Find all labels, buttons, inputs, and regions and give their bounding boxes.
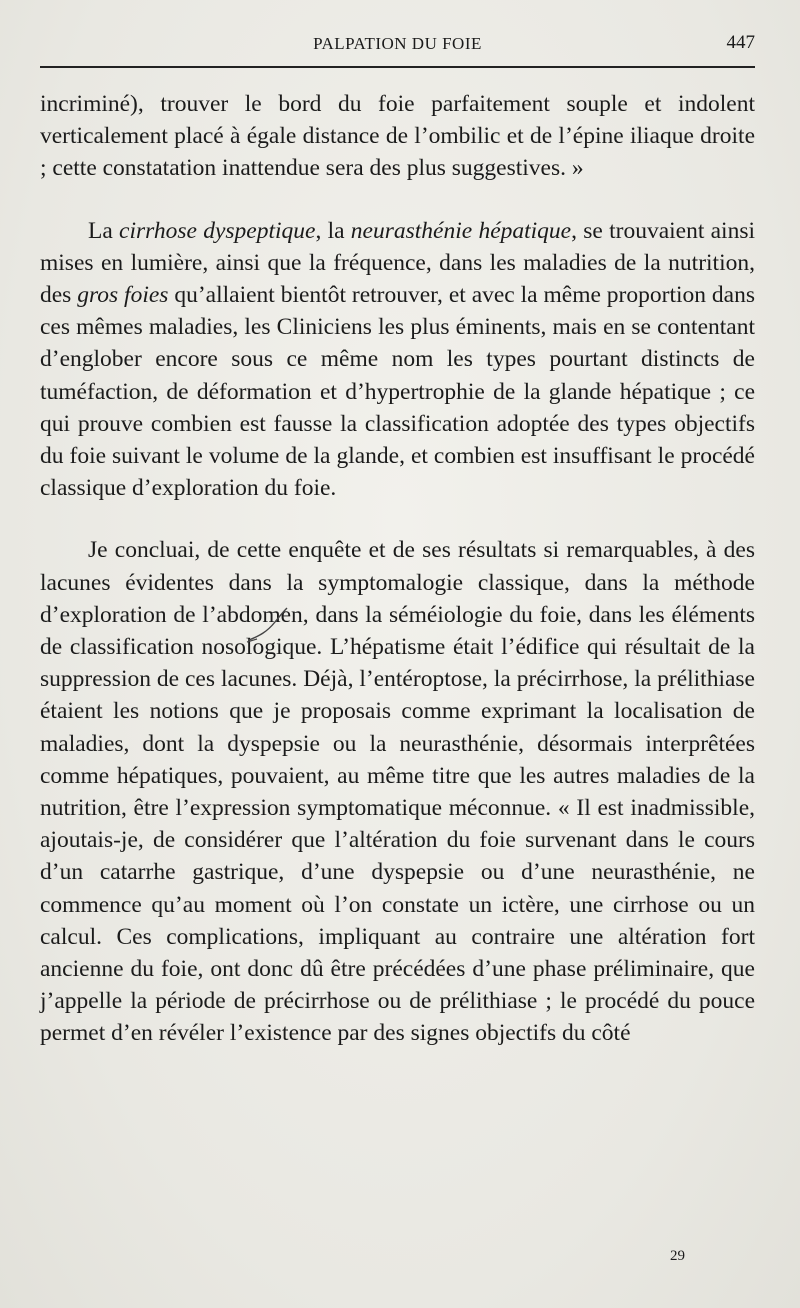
paragraph-1-text: incriminé), trouver le bord du foie parfaitement souple et indolent verticalement placé à égale distance de l’ombilic et de l’épine iliaque droite ; cette constatation inattendue sera des plus suggestives. » <box>40 91 755 182</box>
paragraph-3-text: Je concluai, de cette enquête et de ses résultats si remarquables, à des lacunes évidentes dans la symptomalogie classique, dans la méthode d’exploration de l’abdomen, dans la séméiologie du foie, dans les éléments de classification nosologique. L’hépatisme était l’édifice qui résultait de la suppression de ces lacunes. Déjà, l’entéroptose, la précirrhose, la prélithiase étaient les notions que je proposais comme exprimant la localisation de maladies, dont la dyspepsie ou la neurasthénie, désormais interprêtées comme hépatiques, pouvaient, au même titre que les autres maladies de la nutrition, être l’expression symptomatique méconnue. « Il est inadmissible, ajoutais-je, de considérer que l’altération du foie survenant dans le cours d’un catarrhe gastrique, d’une dyspepsie ou d’une neurasthénie, ne commence qu’au moment où l’on constate un ictère, une cirrhose ou un calcul. Ces complications, impliquant au contraire une altération fort ancienne du foie, ont donc dû être précédées d’une phase préliminaire, que j’appelle la période de précirrhose ou de prélithiase ; le procédé du pouce permet d’en révéler l’existence par des signes objectifs du côté <box>40 537 755 1047</box>
paragraph-2 <box>40 215 755 505</box>
paragraph-2-part-2: , la <box>315 217 351 244</box>
running-title: PALPATION DU FOIE <box>313 34 482 53</box>
body-text <box>40 88 755 1050</box>
paragraph-2-part-3: , se trouvaient ainsi mises en lumière, ainsi que la fréquence, dans les maladies de la nutrition, des <box>40 217 755 309</box>
page-number: 447 <box>726 32 755 53</box>
paragraph-2-part-1: La <box>88 217 120 244</box>
running-head <box>40 28 755 64</box>
header-rule <box>40 66 755 68</box>
paragraph-3 <box>40 534 755 1049</box>
term-neurasthenie-hepatique: neurasthénie hépatique <box>350 217 572 244</box>
pencil-mark-icon <box>245 606 295 646</box>
term-gros-foies: gros foies <box>77 282 169 309</box>
signature-mark: 29 <box>670 1248 685 1264</box>
paragraph-1 <box>40 88 755 185</box>
term-cirrhose-dyspeptique: cirrhose dyspeptique <box>119 217 316 244</box>
paragraph-2-part-4: qu’allaient bientôt retrouver, et avec la même proportion dans ces mêmes maladies, les Cliniciens les plus éminents, mais en se contentant d’englober encore sous ce même nom les types pourtant distincts de tuméfaction, de déformation et d’hypertrophie de la glande hépatique ; ce qui prouve combien est fausse la classification adoptée des types objectifs du foie suivant le volume de la glande, et combien est insuffisant le procédé classique d’exploration du foie. <box>40 282 755 502</box>
